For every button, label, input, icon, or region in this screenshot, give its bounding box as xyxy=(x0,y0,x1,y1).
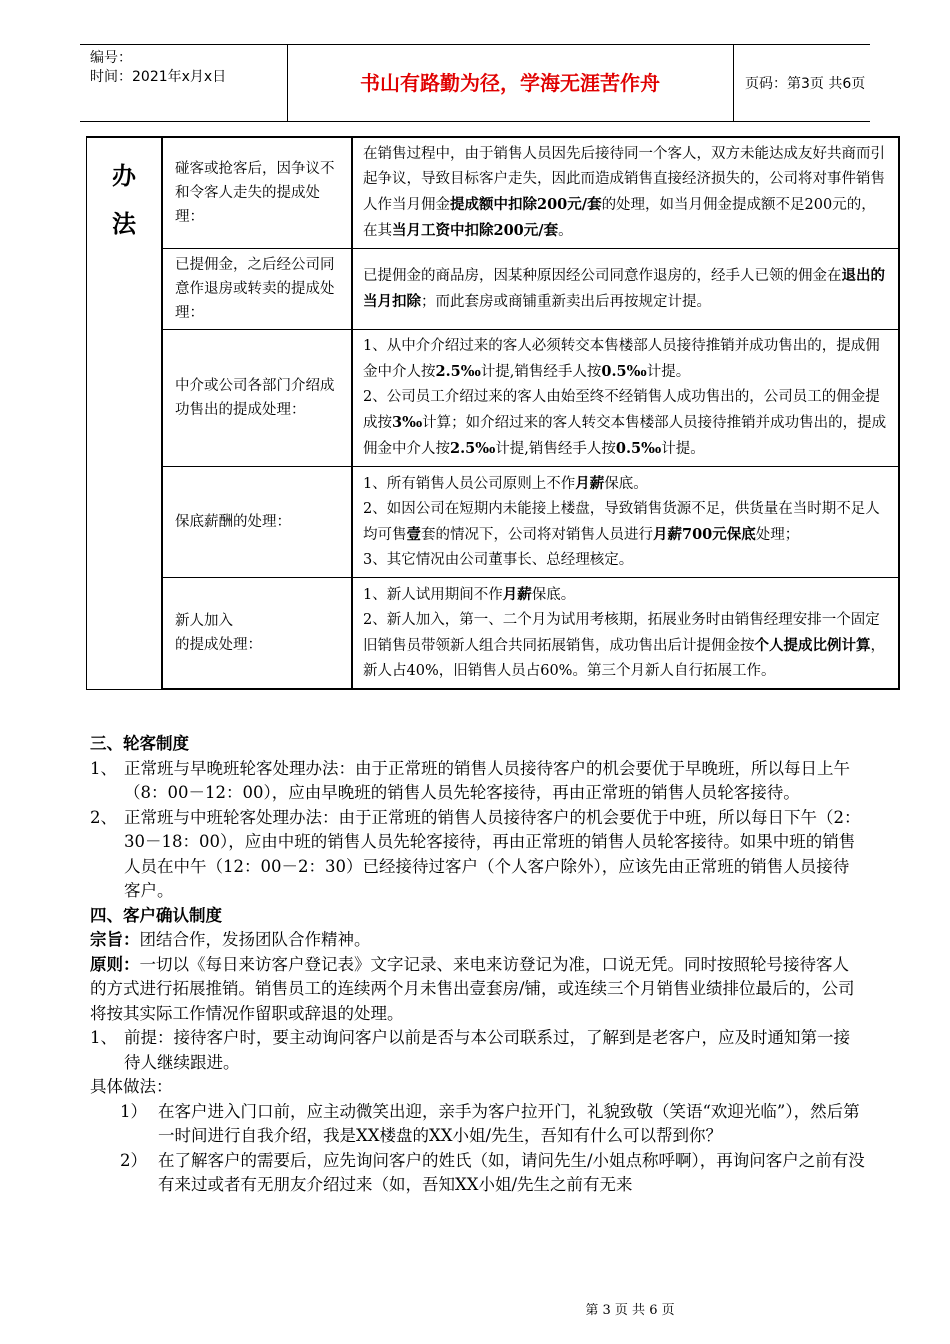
header-motto: 书山有路勤为径，学海无涯苦作舟 xyxy=(360,71,660,95)
table-row xyxy=(87,467,900,578)
rule-topic: 已提佣金，之后经公司同意作退房或转卖的提成处理： xyxy=(162,249,352,330)
method-label: 具体做法： xyxy=(90,1077,173,1096)
rule-description: 已提佣金的商品房，因某种原因经公司同意作退房的，经手人已领的佣金在退出的当月扣除；而此套房或商铺重新卖出后再按规定计提。 xyxy=(352,249,899,330)
principle-paragraph: 原则：一切以《每日来访客户登记表》文字记录、来电来访登记为准，口说无凭。同时按照轮号接待客人的方式进行拓展推销。销售员工的连续两个月未售出壹套房/铺，或连续三个月销售业绩排位最后的，公司将按其实际工作情况作留职或辞退的处理。 xyxy=(90,954,855,1023)
doc-time-label: 时间：2021年x月x日 xyxy=(90,69,227,85)
section-heading: 四、客户确认制度 xyxy=(90,905,222,925)
emphasis-text: 退出的当月扣除 xyxy=(363,267,885,310)
paragraph: 在客户进入门口前，应主动微笑出迎，亲手为客户拉开门，礼貌致敬（笑语“欢迎光临”），然后第一时间进行自我介绍，我是XX楼盘的XX小姐/先生，吾知有什么可以帮到你？ xyxy=(158,1101,860,1145)
emphasis-text: 2.5‰ xyxy=(435,363,481,380)
paragraph: 在了解客户的需要后，应先询问客户的姓氏（如，请问先生/小姐点称呼啊），再询问客户之前有没有来过或者有无朋友介绍过来（如，吾知XX小姐/先生之前有无来 xyxy=(158,1150,865,1194)
rule-description: 1、从中介介绍过来的客人必须转交本售楼部人员接待推销并成功售出的，提成佣金中介人按2.5‰计提,销售经手人按0.5‰计提。 2、公司员工介绍过来的客人由始至终不经销售人成功售出的，公司员工的佣金提成按3‰计算；如介绍过来的客人转交本售楼部人员接待推销并成功售出的，提成佣金中介人按2.5‰计提,销售经手人按0.5‰计提。 xyxy=(352,330,899,467)
emphasis-text: 月薪 xyxy=(575,475,605,492)
side-label-char: 法 xyxy=(112,209,136,238)
emphasis-text: 提成额中扣除200元/套 xyxy=(450,196,602,213)
list-item: 1、 前提：接待客户时，要主动询问客户以前是否与本公司联系过，了解到是老客户，应及时通知第一接待人继续跟进。 xyxy=(90,1026,865,1075)
emphasis-text: 0.5‰ xyxy=(601,363,647,380)
emphasis-text: 月薪700元保底 xyxy=(653,526,756,543)
table-row xyxy=(87,330,900,467)
document-body xyxy=(90,732,865,1198)
doc-number-label: 编号： xyxy=(90,50,132,66)
emphasis-text: 0.5‰ xyxy=(615,440,662,457)
commission-rules-table xyxy=(86,136,900,690)
rule-topic: 新人加入 的提成处理： xyxy=(162,578,352,690)
paragraph: 前提：接待客户时，要主动询问客户以前是否与本公司联系过，了解到是老客户，应及时通知第一接待人继续跟进。 xyxy=(124,1028,850,1072)
section-heading: 三、轮客制度 xyxy=(90,734,189,753)
header-meta xyxy=(90,49,226,87)
rule-topic: 保底薪酬的处理： xyxy=(162,467,352,578)
rule-topic: 中介或公司各部门介绍成功售出的提成处理： xyxy=(162,330,352,467)
list-item: 2） 在了解客户的需要后，应先询问客户的姓氏（如，请问先生/小姐点称呼啊），再询问客户之前有没有来过或者有无朋友介绍过来（如，吾知XX小姐/先生之前有无来 xyxy=(90,1149,865,1198)
emphasis-text: 当月工资中扣除200元/套 xyxy=(392,222,559,239)
list-item: 1、 正常班与早晚班轮客处理办法：由于正常班的销售人员接待客户的机会要优于早晚班，所以每日上午（8：00－12：00），应由早晚班的销售人员先轮客接待，再由正常班的销售人员轮客接待。 xyxy=(90,757,865,806)
paragraph: 正常班与早晚班轮客处理办法：由于正常班的销售人员接待客户的机会要优于早晚班，所以每日上午（8：00－12：00），应由早晚班的销售人员先轮客接待，再由正常班的销售人员轮客接待。 xyxy=(124,758,850,802)
emphasis-text: 个人提成比例计算 xyxy=(754,637,871,654)
rule-topic: 碰客或抢客后，因争议不和令客人走失的提成处理： xyxy=(162,137,352,249)
list-item: 1） 在客户进入门口前，应主动微笑出迎，亲手为客户拉开门，礼貌致敬（笑语“欢迎光临”），然后第一时间进行自我介绍，我是XX楼盘的XX小姐/先生，吾知有什么可以帮到你？ xyxy=(90,1100,865,1149)
paragraph: 正常班与中班轮客处理办法：由于正常班的销售人员接待客户的机会要优于中班，所以每日下午（2：30－18：00），应由中班的销售人员先轮客接待，再由正常班的销售人员轮客接待。如果中班的销售人员在中午（12：00－2：30）已经接待过客户（个人客户除外），应该先由正常班的销售人员接待客户。 xyxy=(124,807,861,900)
emphasis-text: 3‰ xyxy=(392,414,423,431)
side-label-cell xyxy=(87,137,163,689)
page-footer: 第 3 页 共 6 页 xyxy=(585,1303,675,1318)
aim-paragraph: 宗旨：团结合作，发扬团队合作精神。 xyxy=(90,930,371,949)
table-row xyxy=(87,578,900,690)
rule-description: 1、所有销售人员公司原则上不作月薪保底。 2、如因公司在短期内未能接上楼盘，导致销售货源不足，供货量在当时期不足人均可售壹套的情况下，公司将对销售人员进行月薪700元保底处理； 3、其它情况由公司董事长、总经理核定。 xyxy=(352,467,899,578)
page-header xyxy=(80,44,870,122)
rule-description: 1、新人试用期间不作月薪保底。 2、新人加入，第一、二个月为试用考核期，拓展业务时由销售经理安排一个固定旧销售员带领新人组合共同拓展销售，成功售出后计提佣金按个人提成比例计算，新人占40%，旧销售人员占60%。第三个月新人自行拓展工作。 xyxy=(352,578,899,690)
side-label-char: 办 xyxy=(112,161,136,190)
header-page-info: 页码：第3页 共6页 xyxy=(745,76,866,92)
list-item: 2、 正常班与中班轮客处理办法：由于正常班的销售人员接待客户的机会要优于中班，所以每日下午（2：30－18：00），应由中班的销售人员先轮客接待，再由正常班的销售人员轮客接待。如果中班的销售人员在中午（12：00－2：30）已经接待过客户（个人客户除外），应该先由正常班的销售人员接待客户。 xyxy=(90,806,865,904)
rule-description: 在销售过程中，由于销售人员因先后接待同一个客人，双方未能达成友好共商而引起争议，导致目标客户走失，因此而造成销售直接经济损失的，公司将对事件销售人作当月佣金提成额中扣除200元/套的处理，如当月佣金提成额不足200元的，在其当月工资中扣除200元/套。 xyxy=(352,137,899,249)
emphasis-text: 2.5‰ xyxy=(450,440,496,457)
header-divider xyxy=(733,45,734,121)
table-row xyxy=(87,137,900,249)
emphasis-text: 月薪 xyxy=(502,586,532,603)
emphasis-text: 壹 xyxy=(406,526,421,543)
table-row xyxy=(87,249,900,330)
